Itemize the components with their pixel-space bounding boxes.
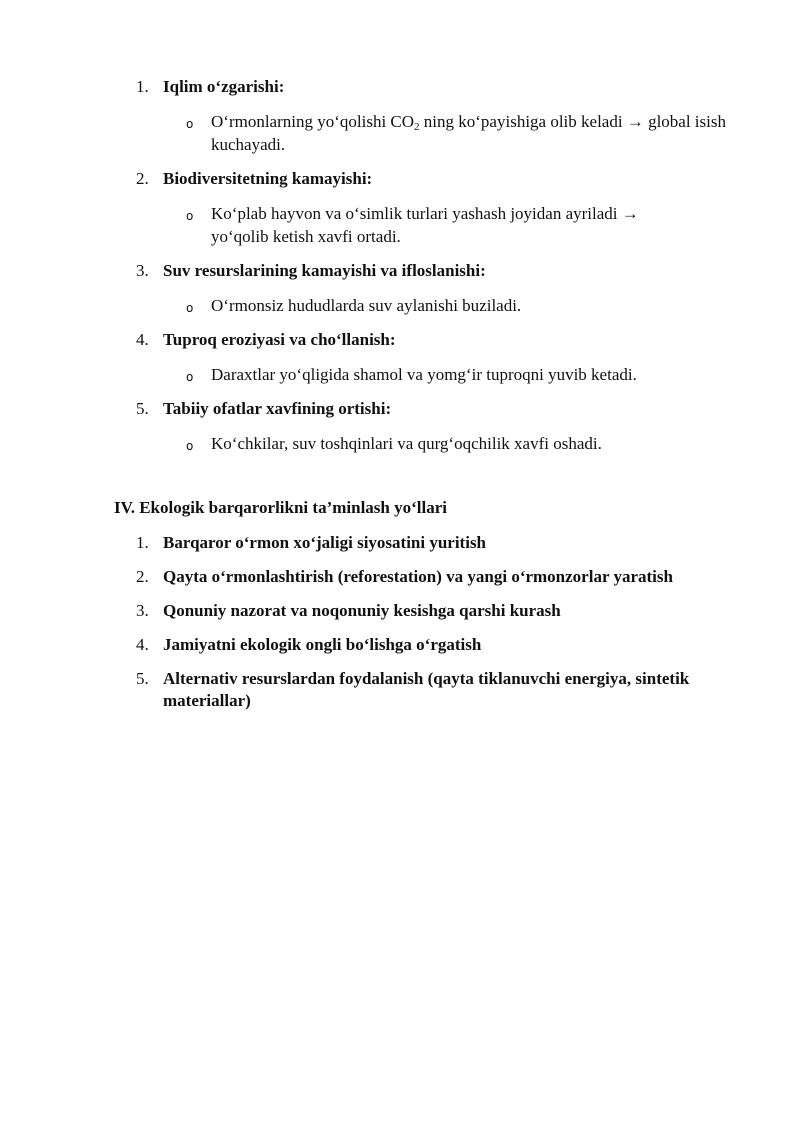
list-item-title: Tabiiy ofatlar xavfining ortishi: xyxy=(163,399,392,418)
sub-bullet xyxy=(0,363,800,386)
section-heading: IV. Ekologik barqarorlikni ta’minlash yo‘llari xyxy=(114,498,447,517)
list-number: 3. xyxy=(136,261,149,280)
list-item xyxy=(0,260,800,282)
bullet-icon: o xyxy=(186,370,194,384)
sub-bullet-text: Daraxtlar yo‘qligida shamol va yomg‘ir tuproqni yuvib ketadi. xyxy=(211,365,637,384)
list-item xyxy=(0,329,800,351)
sub-bullet xyxy=(0,294,800,317)
list-item-title: Suv resurslarining kamayishi va ifloslanishi: xyxy=(163,261,486,280)
list-item xyxy=(0,566,800,588)
list-number: 5. xyxy=(136,399,149,418)
sub-bullet xyxy=(0,110,800,156)
list-item xyxy=(0,634,800,656)
sub-bullet-text xyxy=(211,112,726,154)
list-item xyxy=(0,532,800,554)
list-item-text: Jamiyatni ekologik ongli bo‘lishga o‘rgatish xyxy=(163,635,482,654)
list-item xyxy=(0,168,800,190)
bullet-icon: o xyxy=(186,439,194,453)
sub-bullet-text: O‘rmonsiz hududlarda suv aylanishi buziladi. xyxy=(211,296,522,315)
sub-bullet-text: Ko‘chkilar, suv toshqinlari va qurg‘oqchilik xavfi oshadi. xyxy=(211,434,602,453)
list-item xyxy=(0,398,800,420)
bullet-icon: o xyxy=(186,117,194,131)
sub-bullet-text-post: ning ko‘payishiga olib keladi → global isish kuchayadi. xyxy=(211,112,726,154)
list-item-title: Iqlim o‘zgarishi: xyxy=(163,77,285,96)
list-item-title: Biodiversitetning kamayishi: xyxy=(163,169,373,188)
sub-bullet-text-pre: O‘rmonlarning yo‘qolishi CO xyxy=(211,112,415,131)
list-item-text: Alternativ resurslardan foydalanish (qayta tiklanuvchi energiya, sintetik materiallar) xyxy=(163,669,690,710)
bullet-icon: o xyxy=(186,301,194,315)
bullet-icon: o xyxy=(186,209,194,223)
list-number: 5. xyxy=(136,669,149,688)
sub-bullet xyxy=(0,202,800,248)
sub-bullet xyxy=(0,432,800,455)
list-number: 2. xyxy=(136,169,149,188)
list-number: 1. xyxy=(136,77,149,96)
subscript: 2 xyxy=(414,121,420,133)
list-item-text: Barqaror o‘rmon xo‘jaligi siyosatini yuritish xyxy=(163,533,487,552)
list-number: 4. xyxy=(136,330,149,349)
consequences-list xyxy=(0,76,800,467)
list-number: 1. xyxy=(136,533,149,552)
list-item-title: Tuproq eroziyasi va cho‘llanish: xyxy=(163,330,396,349)
list-item xyxy=(0,600,800,622)
sub-bullet-text: Ko‘plab hayvon va o‘simlik turlari yashash joyidan ayriladi → yo‘qolib ketish xavfi ortadi. xyxy=(211,204,639,246)
solutions-list xyxy=(0,532,800,724)
list-number: 3. xyxy=(136,601,149,620)
list-number: 2. xyxy=(136,567,149,586)
list-item xyxy=(0,76,800,98)
list-item-text: Qayta o‘rmonlashtirish (reforestation) va yangi o‘rmonzorlar yaratish xyxy=(163,567,673,586)
list-item xyxy=(0,668,800,712)
list-item-text: Qonuniy nazorat va noqonuniy kesishga qarshi kurash xyxy=(163,601,561,620)
list-number: 4. xyxy=(136,635,149,654)
